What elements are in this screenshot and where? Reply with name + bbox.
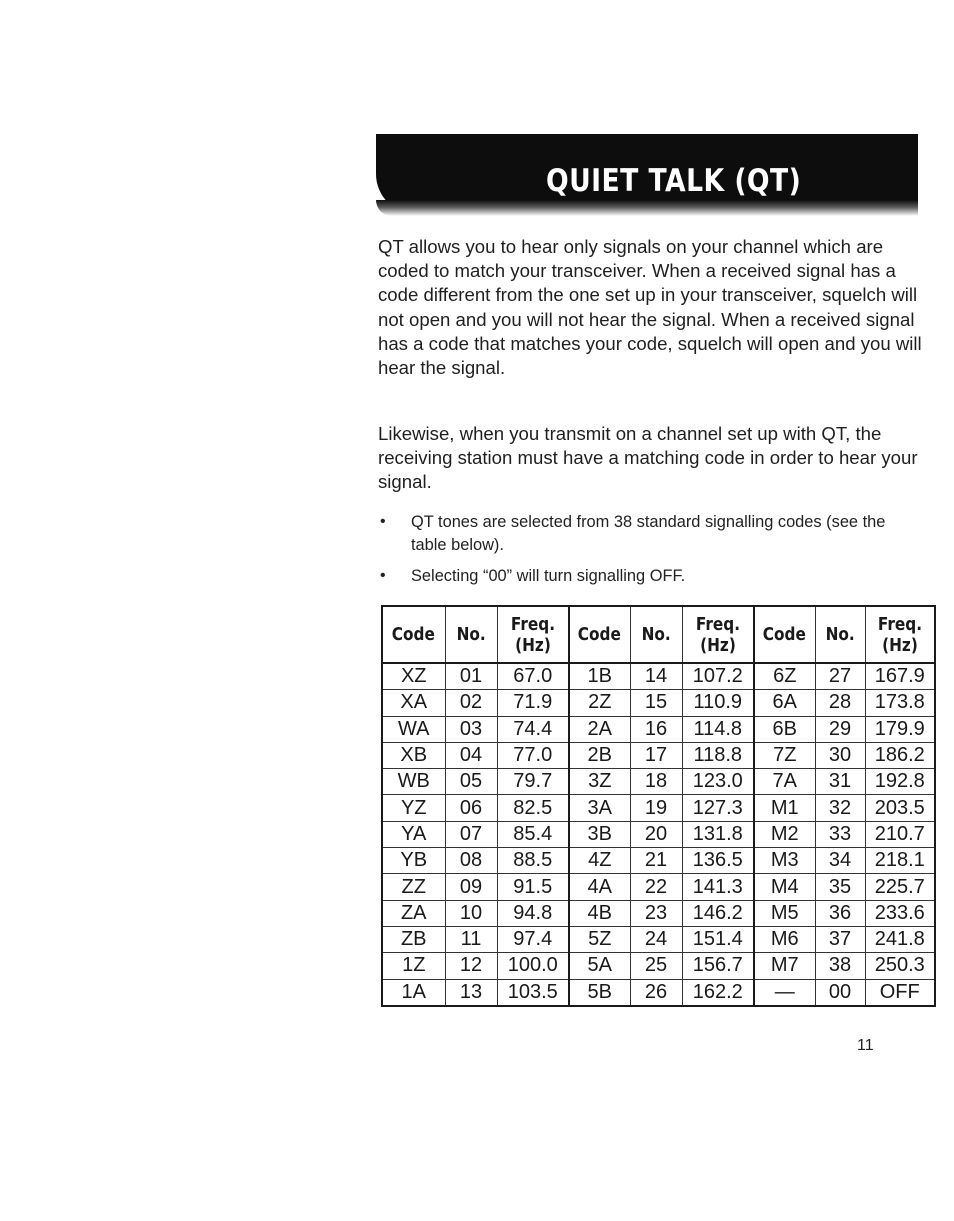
table-cell: 09 [445, 874, 497, 900]
table-cell: ZZ [382, 874, 445, 900]
section-title: QUIET TALK (QT) [546, 163, 802, 199]
table-cell: 6A [754, 690, 815, 716]
table-cell: 167.9 [865, 663, 935, 690]
table-cell: 04 [445, 742, 497, 768]
table-cell: 5B [569, 979, 630, 1006]
table-row [382, 795, 935, 821]
table-cell: 27 [815, 663, 865, 690]
table-cell: 19 [630, 795, 682, 821]
table-cell: 100.0 [497, 953, 569, 979]
table-cell: 26 [630, 979, 682, 1006]
table-cell: 141.3 [682, 874, 754, 900]
table-cell: 16 [630, 716, 682, 742]
bullet-list [378, 511, 923, 597]
column-header: No. [445, 606, 497, 663]
table-cell: 13 [445, 979, 497, 1006]
table-cell: — [754, 979, 815, 1006]
table-cell: 186.2 [865, 742, 935, 768]
table-cell: 5A [569, 953, 630, 979]
intro-paragraph: QT allows you to hear only signals on your channel which are coded to match your transceiver. When a received signal has a code different from the one set up in your transceiver, squelch will not open and you will not hear the signal. When a received signal has a code that matches your code, squelch will open and you will hear the signal. [378, 236, 922, 379]
table-cell: 4A [569, 874, 630, 900]
table-cell: 28 [815, 690, 865, 716]
bullet-text: QT tones are selected from 38 standard signalling codes (see the table below). [411, 513, 886, 554]
table-cell: M4 [754, 874, 815, 900]
table-row [382, 848, 935, 874]
table-cell: 218.1 [865, 848, 935, 874]
table-cell: 2Z [569, 690, 630, 716]
table-cell: 118.8 [682, 742, 754, 768]
table-cell: OFF [865, 979, 935, 1006]
table-cell: M3 [754, 848, 815, 874]
table-cell: 17 [630, 742, 682, 768]
table-cell: 146.2 [682, 900, 754, 926]
table-row [382, 663, 935, 690]
table-cell: XZ [382, 663, 445, 690]
table-row [382, 690, 935, 716]
table-cell: 82.5 [497, 795, 569, 821]
table-cell: 02 [445, 690, 497, 716]
table-body [382, 663, 935, 1006]
table-cell: 210.7 [865, 821, 935, 847]
table-cell: 2A [569, 716, 630, 742]
table-cell: 03 [445, 716, 497, 742]
table-cell: 33 [815, 821, 865, 847]
table-cell: 110.9 [682, 690, 754, 716]
table-cell: YB [382, 848, 445, 874]
table-row [382, 953, 935, 979]
column-header: Code [569, 606, 630, 663]
table-cell: WB [382, 769, 445, 795]
table-cell: 1A [382, 979, 445, 1006]
table-cell: 179.9 [865, 716, 935, 742]
table-cell: 21 [630, 848, 682, 874]
table-cell: 38 [815, 953, 865, 979]
column-header: Freq. (Hz) [865, 606, 935, 663]
table-cell: 91.5 [497, 874, 569, 900]
table-cell: 25 [630, 953, 682, 979]
table-cell: 136.5 [682, 848, 754, 874]
table-cell: 250.3 [865, 953, 935, 979]
table-cell: 05 [445, 769, 497, 795]
table-cell: 22 [630, 874, 682, 900]
table-cell: YA [382, 821, 445, 847]
table-cell: 12 [445, 953, 497, 979]
table-cell: 30 [815, 742, 865, 768]
table-cell: ZA [382, 900, 445, 926]
table-cell: 77.0 [497, 742, 569, 768]
column-header: No. [630, 606, 682, 663]
transmit-paragraph: Likewise, when you transmit on a channel set up with QT, the receiving station must have a matching code in order to hear your signal. [378, 423, 918, 493]
table-cell: 127.3 [682, 795, 754, 821]
table-cell: 131.8 [682, 821, 754, 847]
column-header: No. [815, 606, 865, 663]
table-cell: 14 [630, 663, 682, 690]
table-cell: 7A [754, 769, 815, 795]
table-row [382, 716, 935, 742]
table-cell: 32 [815, 795, 865, 821]
table-cell: 3A [569, 795, 630, 821]
table-cell: 18 [630, 769, 682, 795]
table-cell: XA [382, 690, 445, 716]
table-cell: 79.7 [497, 769, 569, 795]
table-cell: 5Z [569, 926, 630, 952]
table-cell: 10 [445, 900, 497, 926]
table-cell: 6Z [754, 663, 815, 690]
table-row [382, 821, 935, 847]
table-cell: ZB [382, 926, 445, 952]
bullet-icon: • [380, 567, 386, 584]
table-row [382, 769, 935, 795]
table-cell: 08 [445, 848, 497, 874]
column-header: Code [382, 606, 445, 663]
table-cell: WA [382, 716, 445, 742]
table-cell: 241.8 [865, 926, 935, 952]
table-cell: XB [382, 742, 445, 768]
table-cell: 1Z [382, 953, 445, 979]
table-cell: 07 [445, 821, 497, 847]
table-cell: 156.7 [682, 953, 754, 979]
column-header: Freq. (Hz) [497, 606, 569, 663]
title-banner-underline [376, 200, 918, 216]
table-cell: 06 [445, 795, 497, 821]
table-cell: 23 [630, 900, 682, 926]
table-cell: M1 [754, 795, 815, 821]
list-item [378, 511, 923, 556]
table-cell: 6B [754, 716, 815, 742]
table-cell: 162.2 [682, 979, 754, 1006]
table-cell: 4Z [569, 848, 630, 874]
table-cell: 11 [445, 926, 497, 952]
table-cell: M2 [754, 821, 815, 847]
qt-code-table [381, 605, 936, 1007]
table-cell: 203.5 [865, 795, 935, 821]
table-cell: 85.4 [497, 821, 569, 847]
table-cell: 88.5 [497, 848, 569, 874]
table-cell: 107.2 [682, 663, 754, 690]
table-cell: 151.4 [682, 926, 754, 952]
table-cell: 7Z [754, 742, 815, 768]
table-row [382, 742, 935, 768]
table-cell: 233.6 [865, 900, 935, 926]
bullet-text: Selecting “00” will turn signalling OFF. [411, 567, 686, 585]
table-cell: 67.0 [497, 663, 569, 690]
table-row [382, 979, 935, 1006]
bullet-icon: • [380, 513, 386, 530]
table-cell: 3Z [569, 769, 630, 795]
table-header-row [382, 606, 935, 663]
list-item [378, 565, 923, 588]
table-cell: 34 [815, 848, 865, 874]
table-cell: 123.0 [682, 769, 754, 795]
table-cell: 36 [815, 900, 865, 926]
table-cell: 71.9 [497, 690, 569, 716]
table-cell: 225.7 [865, 874, 935, 900]
table-cell: 00 [815, 979, 865, 1006]
table-cell: 24 [630, 926, 682, 952]
table-cell: M5 [754, 900, 815, 926]
table-cell: 192.8 [865, 769, 935, 795]
table-cell: 1B [569, 663, 630, 690]
table-cell: 173.8 [865, 690, 935, 716]
table-cell: 15 [630, 690, 682, 716]
table-cell: 20 [630, 821, 682, 847]
table-cell: 97.4 [497, 926, 569, 952]
table-cell: 01 [445, 663, 497, 690]
table-cell: YZ [382, 795, 445, 821]
table-cell: M6 [754, 926, 815, 952]
page-number: 11 [857, 1037, 874, 1054]
table-cell: 2B [569, 742, 630, 768]
table-cell: 35 [815, 874, 865, 900]
table-cell: M7 [754, 953, 815, 979]
table-cell: 3B [569, 821, 630, 847]
column-header: Code [754, 606, 815, 663]
table-row [382, 926, 935, 952]
column-header: Freq. (Hz) [682, 606, 754, 663]
table-cell: 31 [815, 769, 865, 795]
table-cell: 94.8 [497, 900, 569, 926]
table-cell: 37 [815, 926, 865, 952]
table-cell: 103.5 [497, 979, 569, 1006]
table-row [382, 874, 935, 900]
table-cell: 74.4 [497, 716, 569, 742]
table-row [382, 900, 935, 926]
table-cell: 4B [569, 900, 630, 926]
table-cell: 29 [815, 716, 865, 742]
table-cell: 114.8 [682, 716, 754, 742]
